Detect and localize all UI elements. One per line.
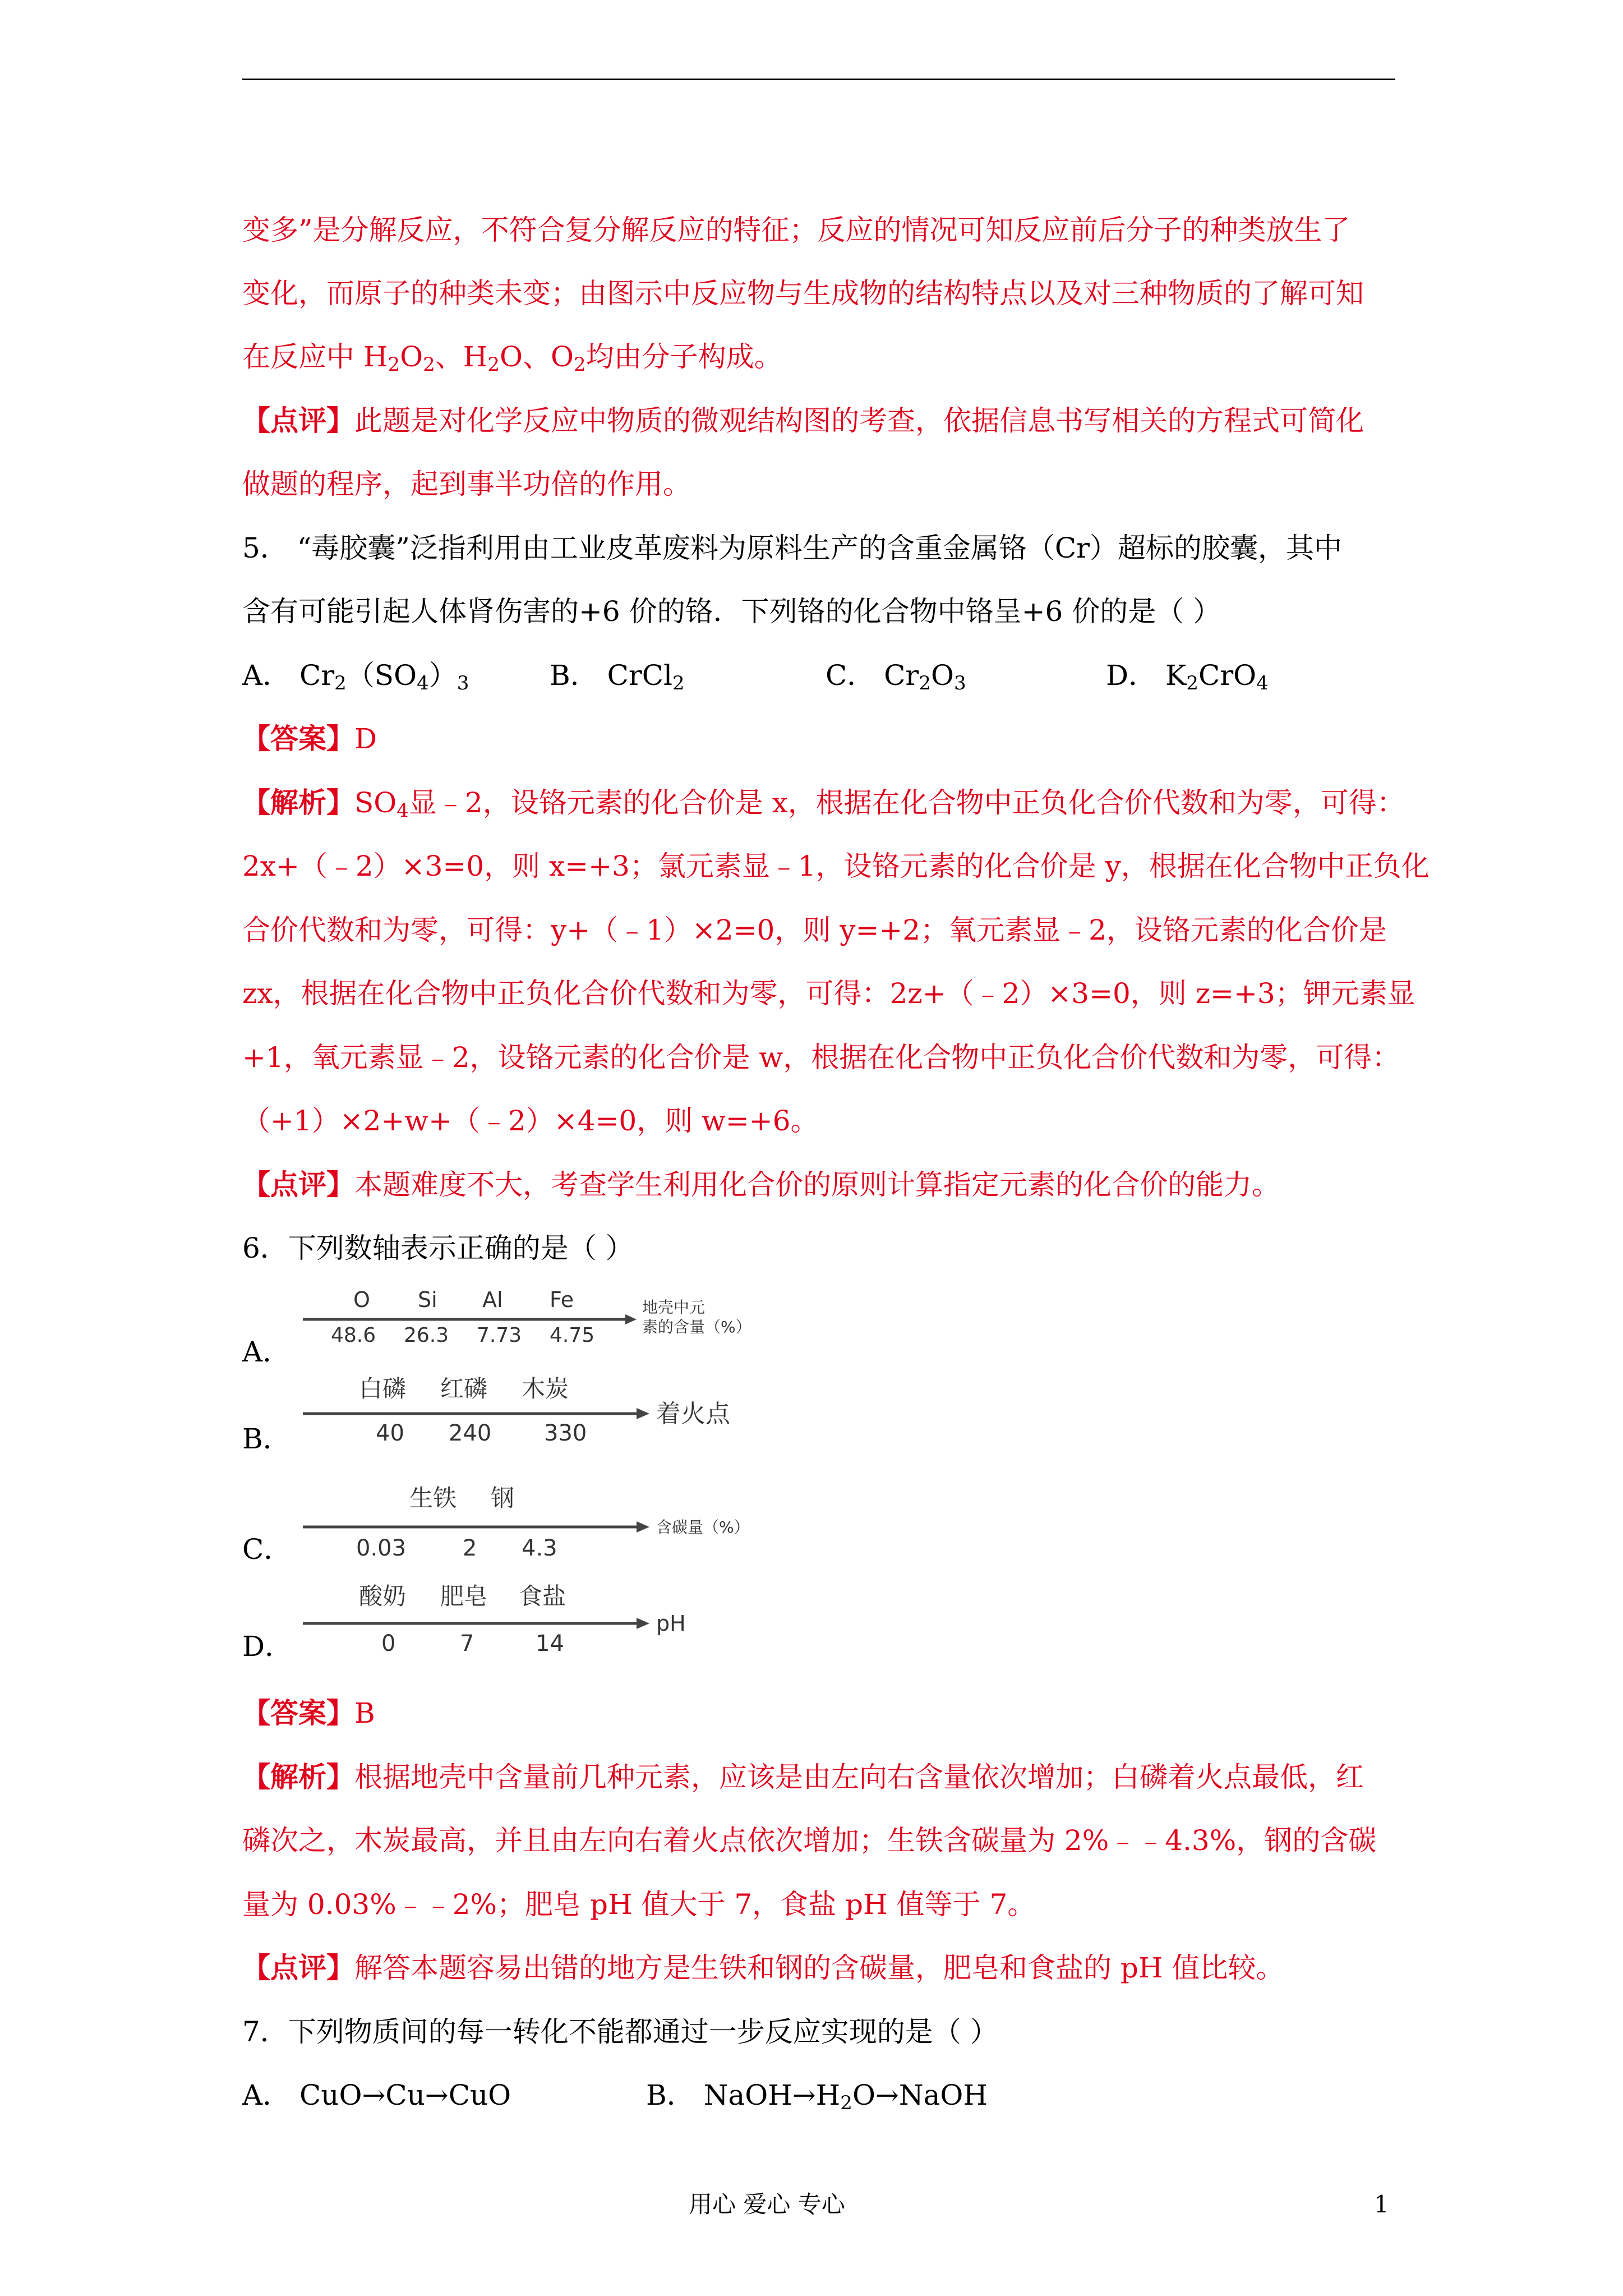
comment-line: 【点评】本题难度不大，考查学生利用化合价的原则计算指定元素的化合价的能力。 [242,1168,1280,1201]
axis-arrow [625,1314,637,1324]
analysis-line: 【解析】根据地壳中含量前几种元素，应该是由左向右含量依次增加；白磷着火点最低，红 [242,1760,1364,1793]
analysis-line: +1，氧元素显﹣2，设铬元素的化合价是 w，根据在化合物中正负化合价代数和为零，可得： [242,1041,1400,1074]
text-line: 变化，而原子的种类未变；由图示中反应物与生成物的结构特点以及对三种物质的了解可知 [242,277,1364,310]
option-b: B． CrCl$_2$ [550,659,685,694]
axis-d-end-label: pH [656,1611,686,1636]
number-line-d [297,1576,757,1660]
axis-a-top-label: O [353,1287,370,1312]
page-number: 1 [1374,2191,1389,2218]
analysis-line: 2x+（﹣2）×3=0，则 x=+3；氯元素显﹣1，设铬元素的化合价是 y，根据在化合物中正负化 [242,850,1430,882]
option-a-label: A． [242,1336,291,1368]
axis-b-top-label: 木炭 [522,1375,569,1402]
axis-a-bottom-label: 4.75 [550,1324,595,1347]
option-d-label: D． [242,1630,293,1663]
axis-b-bottom-label: 240 [449,1420,492,1446]
question-5-stem: 含有可能引起人体肾伤害的+6 价的铬．下列铬的化合物中铬呈+6 价的是（ ） [242,595,1221,628]
axis-arrow [637,1408,649,1419]
axis-c-bottom-label: 2 [463,1535,477,1561]
axis-b-top-label: 白磷 [359,1375,407,1402]
axis-a-top-label: Fe [550,1287,574,1312]
option-b: B． $NaOH\to H_2O\to NaOH$ [646,2079,988,2114]
option-c-label: C． [242,1533,292,1566]
axis-a-top-label: Al [482,1287,503,1312]
number-line-a [297,1285,757,1358]
axis-c-end-label: 含碳量（%） [656,1518,750,1536]
axis-a-top-label: Si [418,1287,437,1312]
footer-motto: 用心 爱心 专心 [689,2191,845,2218]
question-6-stem: 6．下列数轴表示正确的是（ ） [242,1232,634,1264]
axis-b-bottom-label: 330 [544,1420,587,1446]
analysis-line: 合价代数和为零，可得：y+（﹣1）×2=0，则 y=+2；氧元素显﹣2，设铬元素的化合价是 [242,914,1387,946]
analysis-line: 磷次之，木炭最高，并且由左向右着火点依次增加；生铁含碳量为 2%﹣﹣4.3%，钢的含碳 [242,1824,1377,1857]
option-a: A． CuO→Cu→CuO [242,2079,511,2111]
analysis-line: （+1）×2+w+（﹣2）×4=0，则 w=+6。 [242,1105,819,1137]
number-line-b [297,1369,757,1447]
axis-d-top-label: 食盐 [519,1582,566,1610]
question-5-stem: 5． “毒胶囊”泛指利用由工业皮革废料为原料生产的含重金属铬（Cr）超标的胶囊，其中 [242,532,1342,564]
axis-c-top-label: 钢 [491,1484,515,1512]
axis-a-bottom-label: 7.73 [477,1324,522,1347]
axis-d-top-label: 酸奶 [359,1582,407,1610]
axis-a-end-label: 地壳中元 [642,1298,706,1317]
header-rule [242,79,1395,80]
text-line: 变多”是分解反应，不符合复分解反应的特征；反应的情况可知反应前后分子的种类放生了 [242,214,1350,246]
axis-b-top-label: 红磷 [440,1375,488,1402]
axis-a-bottom-label: 26.3 [404,1324,449,1347]
axis-c-top-label: 生铁 [409,1484,457,1512]
axis-b-end-label: 着火点 [656,1400,730,1428]
option-a: A． $Cr_2(SO_4)_3$ [242,659,469,694]
axis-b-bottom-label: 40 [376,1420,404,1446]
axis-d-bottom-label: 0 [381,1631,396,1657]
axis-a-bottom-label: 48.6 [331,1324,376,1347]
answer-line: 【答案】D [242,722,377,755]
axis-arrow [637,1521,649,1533]
axis-arrow [637,1618,649,1629]
axis-c-bottom-label: 0.03 [356,1535,407,1561]
option-d: D． $K_2CrO_4$ [1106,659,1269,694]
axis-d-bottom-label: 7 [460,1631,474,1657]
text-line: 在反应中 $H_2O_2$、$H_2O$、$O_2$均由分子构成。 [242,341,782,376]
text-line: 做题的程序，起到事半功倍的作用。 [242,468,691,500]
answer-line: 【答案】B [242,1696,375,1729]
option-c: C． $Cr_2O_3$ [826,659,966,694]
axis-a-end-label: 素的含量（%） [642,1318,751,1336]
analysis-line: 量为 0.03%﹣﹣2%；肥皂 pH 值大于 7，食盐 pH 值等于 7。 [242,1888,1036,1921]
option-b-label: B． [242,1423,291,1455]
comment-line: 【点评】解答本题容易出错的地方是生铁和钢的含碳量，肥皂和食盐的 pH 值比较。 [242,1951,1284,1984]
number-line-c [297,1475,757,1565]
analysis-line: zx，根据在化合物中正负化合价代数和为零，可得：2z+（﹣2）×3=0，则 z=+3；钾元素显 [242,977,1415,1010]
comment-line: 【点评】此题是对化学反应中物质的微观结构图的考查，依据信息书写相关的方程式可简化 [242,404,1364,437]
axis-d-top-label: 肥皂 [440,1582,488,1610]
axis-d-bottom-label: 14 [536,1631,564,1657]
question-7-stem: 7．下列物质间的每一转化不能都通过一步反应实现的是（ ） [242,2016,998,2048]
axis-c-bottom-label: 4.3 [522,1535,557,1561]
analysis-line: 【解析】$SO_4$显﹣2，设铬元素的化合价是 x，根据在化合物中正负化合价代数和为零，可得： [242,786,1405,822]
